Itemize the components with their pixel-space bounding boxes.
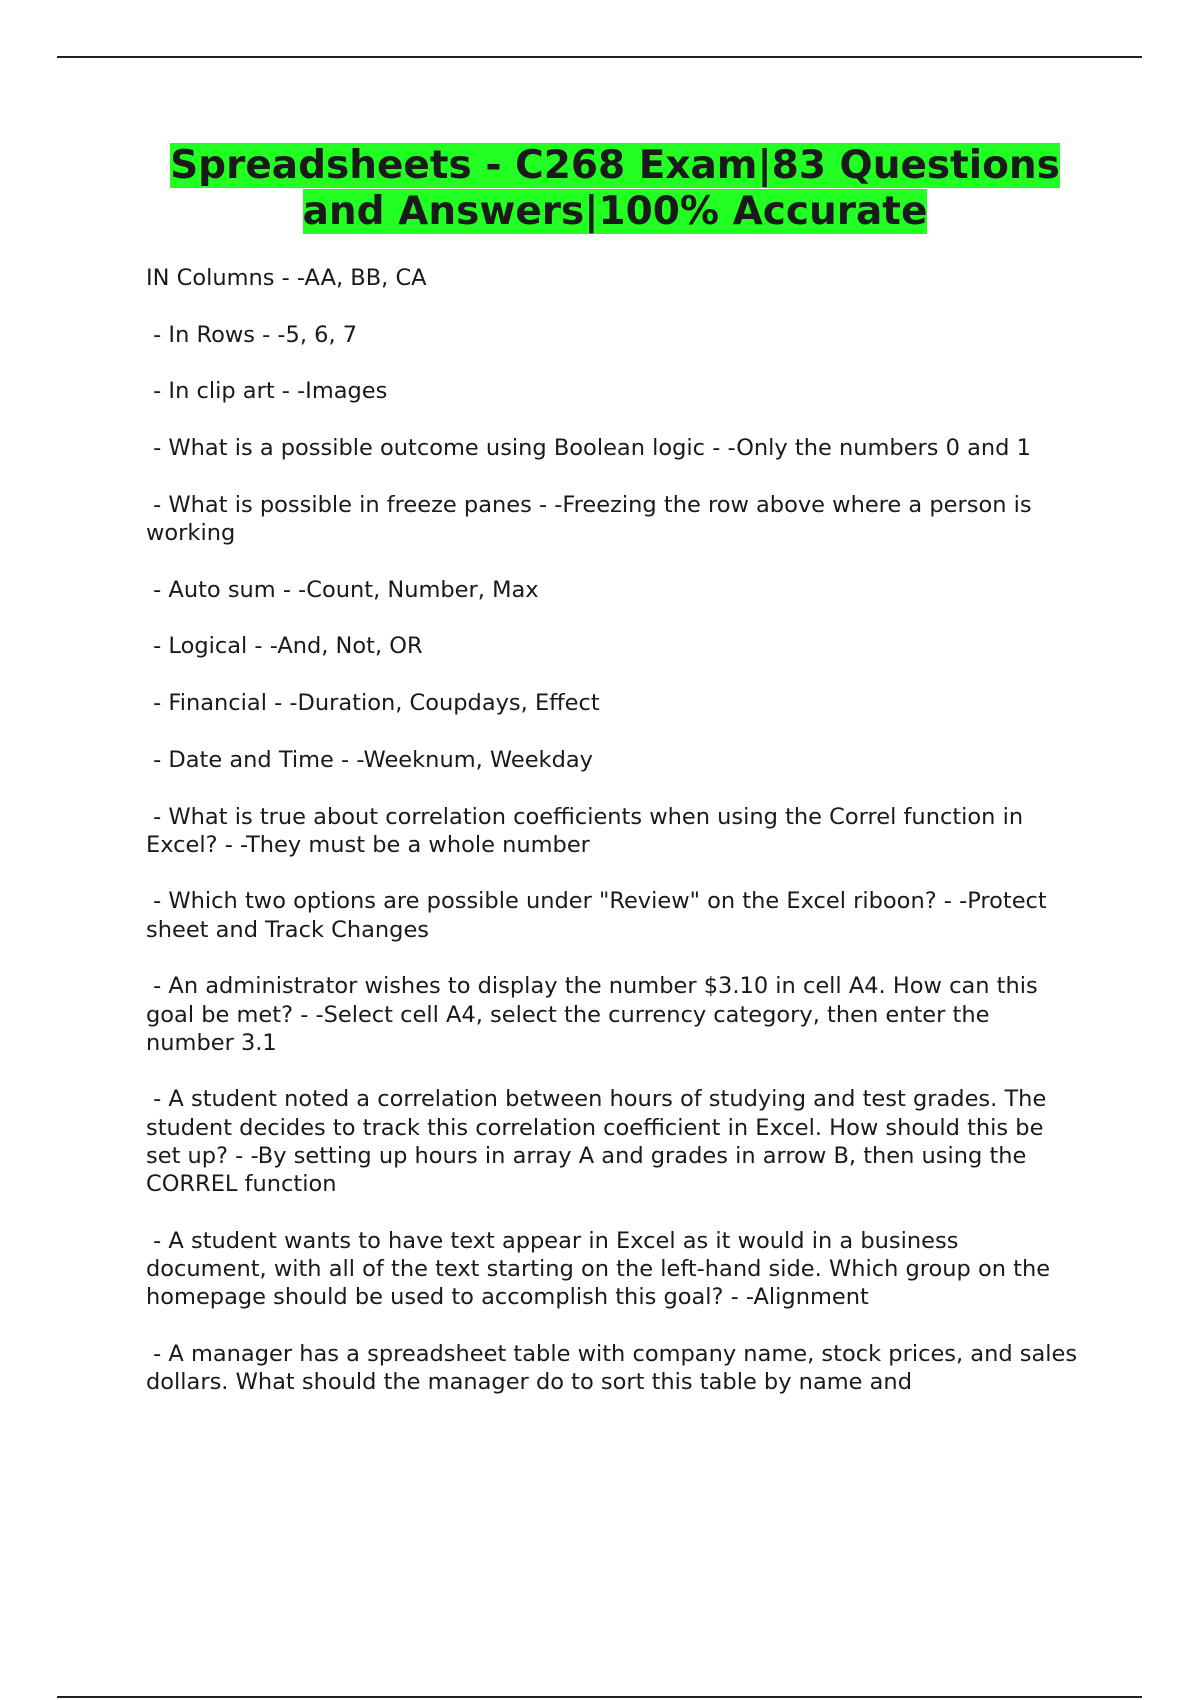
top-rule (57, 56, 1142, 58)
qa-item: - Auto sum - -Count, Number, Max (146, 576, 539, 603)
qa-item: - A manager has a spreadsheet table with company name, stock prices, and sales dollars. What should the manager do to sort this table by name and (146, 1340, 1085, 1396)
qa-item: - Date and Time - -Weeknum, Weekday (146, 746, 593, 773)
qa-item: - In Rows - -5, 6, 7 (146, 321, 358, 348)
qa-list (146, 264, 1084, 1425)
qa-item: - What is true about correlation coefficients when using the Correl function in Excel? - -They must be a whole number (146, 803, 1031, 858)
bottom-rule (57, 1696, 1142, 1698)
qa-item: - A student wants to have text appear in Excel as it would in a business document, with all of the text starting on the left-hand side. Which group on the homepage should be used to accomplish this goal? - -Alignment (146, 1227, 1058, 1311)
qa-item: - A student noted a correlation between hours of studying and test grades. The student decides to track this correlation coefficient in Excel. How should this be set up? - -By setting up hours in array A and grades in arrow B, then using the CORREL function (146, 1086, 1054, 1198)
qa-item: - Logical - -And, Not, OR (146, 633, 423, 660)
qa-item: - What is possible in freeze panes - -Freezing the row above where a person is working (146, 491, 1039, 547)
qa-item: - In clip art - -Images (146, 378, 388, 405)
title-highlight: Spreadsheets - C268 Exam|83 Questions and Answers|100% Accurate (170, 143, 1060, 234)
document-title (146, 143, 1084, 235)
qa-item: - What is a possible outcome using Boolean logic - -Only the numbers 0 and 1 (146, 435, 1031, 462)
qa-item: - An administrator wishes to display the number $3.10 in cell A4. How can this goal be met? - -Select cell A4, select the currency category, then enter the number 3.1 (146, 973, 1045, 1056)
qa-item: IN Columns - -AA, BB, CA (146, 265, 427, 291)
qa-item: - Financial - -Duration, Coupdays, Effect (146, 690, 600, 717)
qa-item: - Which two options are possible under "Review" on the Excel riboon? - -Protect sheet and Track Changes (146, 888, 1054, 943)
